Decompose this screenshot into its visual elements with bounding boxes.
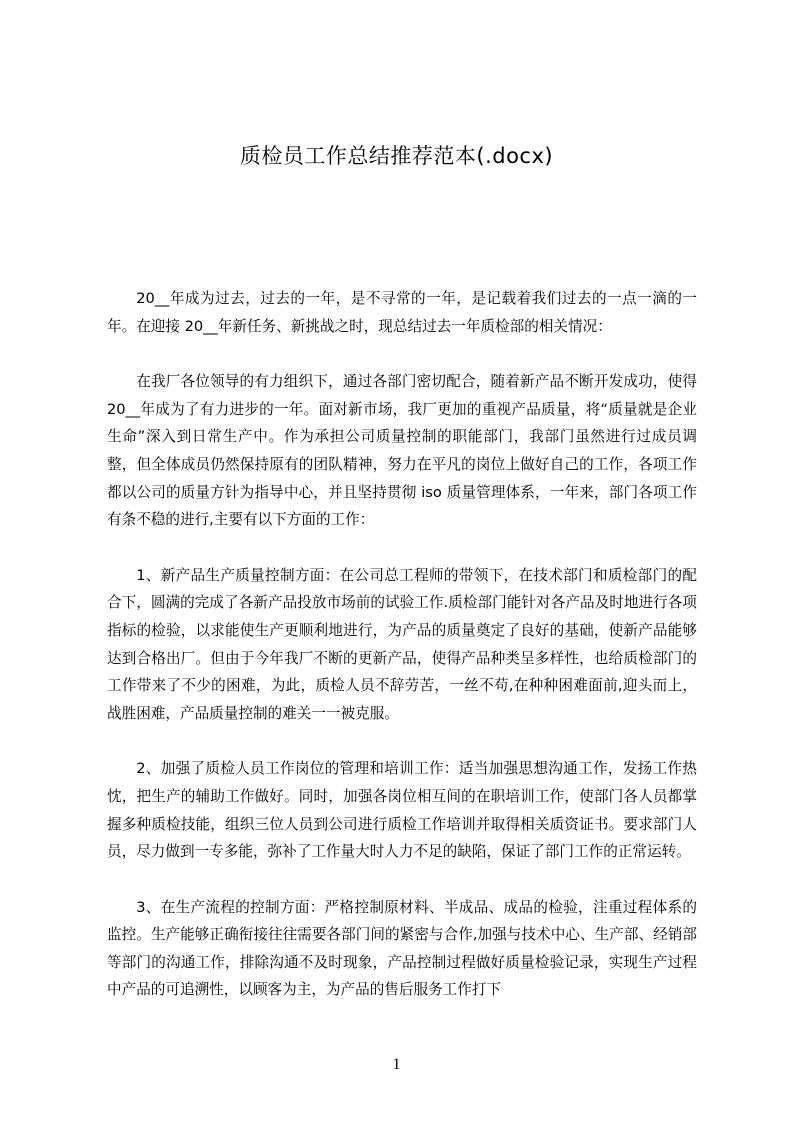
paragraph-overview: 在我厂各位领导的有力组织下，通过各部门密切配合，随着新产品不断开发成功，使得 20__年成为了有力进步的一年。面对新市场，我厂更加的重视产品质量，将“质量就是企业生命”深入到日常生产中。作为承担公司质量控制的职能部门，我部门虽然进行过成员调整，但全体成员仍然保持原有的团队精神，努力在平凡的岗位上做好自己的工作，各项工作都以公司的质量方针为指导中心，并且坚持贯彻 iso 质量管理体系，一年来，部门各项工作有条不稳的进行,主要有以下方面的工作： [107,373,697,529]
paragraph-intro: 20__年成为过去，过去的一年，是不寻常的一年，是记载着我们过去的一点一滴的一年。在迎接 20__年新任务、新挑战之时，现总结过去一年质检部的相关情况： [107,290,697,335]
paragraph-item-3: 3、在生产流程的控制方面：严格控制原材料、半成品、成品的检验，注重过程体系的监控。生产能够正确衔接往往需要各部门间的紧密与合作,加强与技术中心、生产部、经销部等部门的沟通工作，排除沟通不及时现象，产品控制过程做好质量检验记录，实现生产过程中产品的可追溯性，以顾客为主，为产品的售后服务工作打下 [107,898,697,999]
paragraph-item-1: 1、新产品生产质量控制方面：在公司总工程师的带领下，在技术部门和质检部门的配合下，圆满的完成了各新产品投放市场前的试验工作.质检部门能针对各产品及时地进行各项指标的检验，以求能使生产更顺利地进行，为产品的质量奠定了良好的基础，使新产品能够达到合格出厂。但由于今年我厂不断的更新产品，使得产品种类呈多样性，也给质检部门的工作带来了不少的困难，为此，质检人员不辞劳苦，一丝不苟,在种种困难面前,迎头而上，战胜困难，产品质量控制的难关一一被克服。 [107,566,697,722]
page-number: 1 [392,1056,401,1073]
document-body [107,285,697,1032]
paragraph-item-2: 2、加强了质检人员工作岗位的管理和培训工作：适当加强思想沟通工作，发扬工作热忱，把生产的辅助工作做好。同时，加强各岗位相互间的在职培训工作，使部门各人员都掌握多种质检技能，组织三位人员到公司进行质检工作培训并取得相关质资证书。要求部门人员，尽力做到一专多能，弥补了工作量大时人力不足的缺陷，保证了部门工作的正常运转。 [107,760,697,861]
document-title: 质检员工作总结推荐范本(.docx) [239,144,554,168]
